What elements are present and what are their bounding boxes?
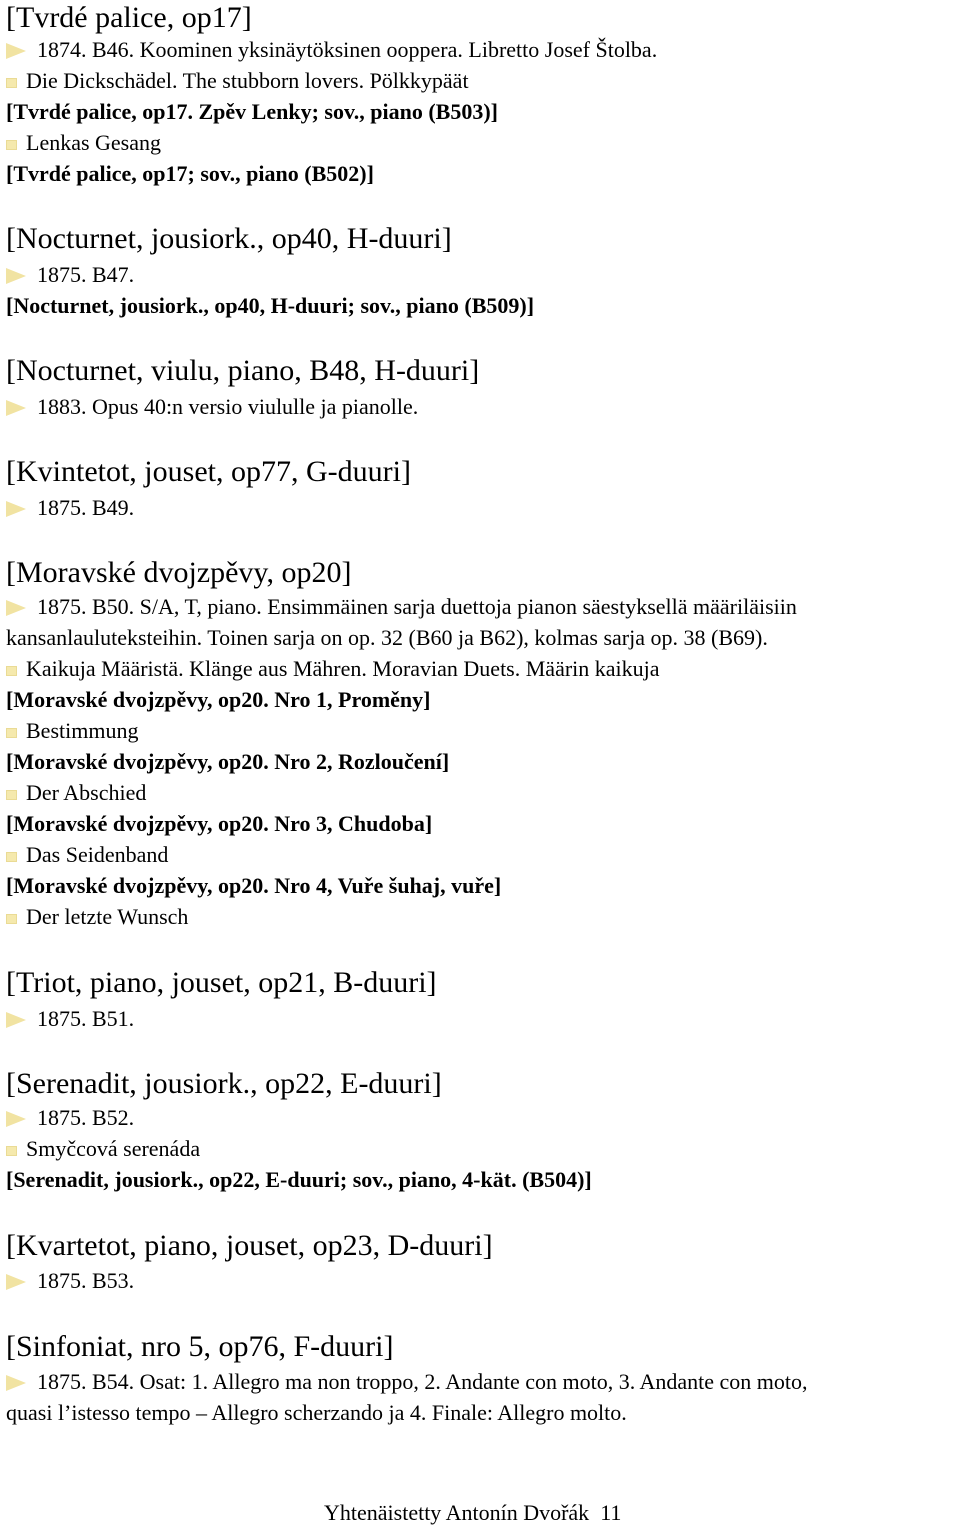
work-note: [6, 1270, 134, 1292]
alt-titles: [6, 844, 168, 866]
alt-title-bullet-icon: [6, 852, 17, 862]
alt-titles: [6, 906, 188, 928]
alt-titles: [6, 658, 660, 680]
note-arrow-icon: [6, 600, 26, 616]
page-number: 11: [600, 1500, 622, 1525]
alt-title-bullet-icon: [6, 666, 17, 676]
note-text: 1875. B50. S/A, T, piano. Ensimmäinen sarja duettoja pianon säestyksellä määriläisiin: [37, 594, 797, 619]
note-text: 1875. B53.: [37, 1268, 135, 1293]
note-arrow-icon: [6, 1274, 26, 1290]
work-title: [Serenadit, jousiork., op22, E-duuri]: [6, 1067, 442, 1100]
work-note-continued: kansanlauluteksteihin. Toinen sarja on op. 32 (B60 ja B62), kolmas sarja op. 38 (B69).: [6, 625, 768, 650]
note-text: 1875. B51.: [37, 1006, 135, 1031]
work-title: [Triot, piano, jouset, op21, B-duuri]: [6, 966, 437, 999]
note-arrow-icon: [6, 43, 26, 59]
variant-title: [Moravské dvojzpěvy, op20. Nro 1, Proměny]: [6, 687, 431, 712]
alt-title-bullet-icon: [6, 140, 17, 150]
work-note: [6, 396, 418, 418]
alt-titles: [6, 1138, 200, 1160]
alt-title-bullet-icon: [6, 1146, 17, 1156]
alt-titles-text: Lenkas Gesang: [26, 130, 162, 155]
work-title: [Nocturnet, jousiork., op40, H-duuri]: [6, 222, 452, 255]
work-note: [6, 39, 657, 61]
alt-titles: [6, 782, 146, 804]
note-text: 1874. B46. Koominen yksinäytöksinen ooppera. Libretto Josef Štolba.: [37, 37, 658, 62]
work-note: [6, 1371, 808, 1393]
work-title: [Moravské dvojzpěvy, op20]: [6, 556, 352, 589]
note-arrow-icon: [6, 1012, 26, 1028]
work-title: [Tvrdé palice, op17]: [6, 1, 252, 34]
work-note: [6, 1008, 134, 1030]
variant-title: [Serenadit, jousiork., op22, E-duuri; sov., piano, 4-kät. (B504)]: [6, 1167, 592, 1192]
variant-title: [Moravské dvojzpěvy, op20. Nro 2, Rozloučení]: [6, 749, 450, 774]
variant-title: [Moravské dvojzpěvy, op20. Nro 3, Chudoba]: [6, 811, 433, 836]
alt-titles-text: Kaikuja Määristä. Klänge aus Mähren. Moravian Duets. Määrin kaikuja: [26, 656, 660, 681]
note-arrow-icon: [6, 1375, 26, 1391]
alt-title-bullet-icon: [6, 914, 17, 924]
note-arrow-icon: [6, 1111, 26, 1127]
note-text: 1875. B54. Osat: 1. Allegro ma non troppo, 2. Andante con moto, 3. Andante con moto,: [37, 1369, 808, 1394]
work-title: [Sinfoniat, nro 5, op76, F-duuri]: [6, 1330, 394, 1363]
alt-title-bullet-icon: [6, 790, 17, 800]
work-note: [6, 596, 797, 618]
alt-titles-text: Das Seidenband: [26, 842, 169, 867]
work-note: [6, 264, 134, 286]
note-text: 1875. B49.: [37, 495, 135, 520]
variant-title: [Tvrdé palice, op17. Zpěv Lenky; sov., piano (B503)]: [6, 99, 498, 124]
alt-titles-text: Der letzte Wunsch: [26, 904, 189, 929]
work-title: [Nocturnet, viulu, piano, B48, H-duuri]: [6, 354, 480, 387]
alt-titles-text: Smyčcová serenáda: [26, 1136, 201, 1161]
alt-titles-text: Die Dickschädel. The stubborn lovers. Pölkkypäät: [26, 68, 469, 93]
note-text: 1883. Opus 40:n versio viululle ja pianolle.: [37, 394, 419, 419]
note-arrow-icon: [6, 268, 26, 284]
alt-title-bullet-icon: [6, 728, 17, 738]
variant-title: [Moravské dvojzpěvy, op20. Nro 4, Vuře šuhaj, vuře]: [6, 873, 502, 898]
note-text: 1875. B47.: [37, 262, 135, 287]
work-note-continued: quasi l’istesso tempo – Allegro scherzando ja 4. Finale: Allegro molto.: [6, 1400, 627, 1425]
alt-titles: [6, 720, 138, 742]
alt-titles-text: Der Abschied: [26, 780, 147, 805]
work-title: [Kvintetot, jouset, op77, G-duuri]: [6, 455, 411, 488]
variant-title: [Tvrdé palice, op17; sov., piano (B502)]: [6, 161, 374, 186]
variant-title: [Nocturnet, jousiork., op40, H-duuri; sov., piano (B509)]: [6, 293, 535, 318]
footer-text: Yhtenäistetty Antonín Dvořák: [324, 1500, 590, 1525]
alt-title-bullet-icon: [6, 78, 17, 88]
work-note: [6, 1107, 134, 1129]
alt-titles-text: Bestimmung: [26, 718, 139, 743]
note-arrow-icon: [6, 501, 26, 517]
page-footer: [324, 1502, 621, 1524]
note-text: 1875. B52.: [37, 1105, 135, 1130]
alt-titles: [6, 132, 161, 154]
note-arrow-icon: [6, 400, 26, 416]
alt-titles: [6, 70, 469, 92]
work-note: [6, 497, 134, 519]
work-title: [Kvartetot, piano, jouset, op23, D-duuri]: [6, 1229, 493, 1262]
